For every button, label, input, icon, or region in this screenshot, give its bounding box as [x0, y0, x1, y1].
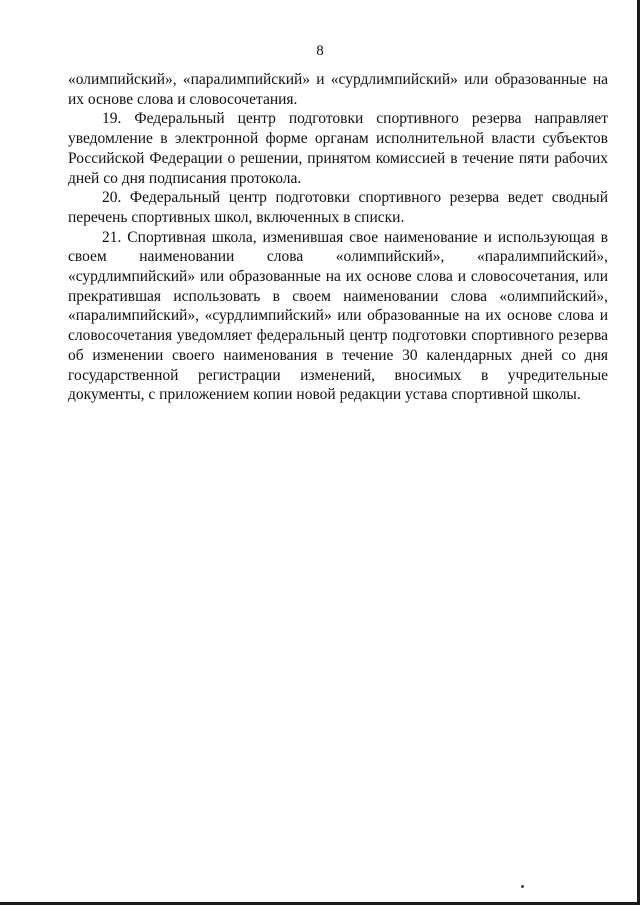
page-number: 8 [316, 43, 324, 59]
document-body [68, 70, 608, 405]
paragraph-21: 21. Спортивная школа, изменившая свое наименование и использующая в своем наименовании слова «олимпийский», «паралимпийский», «сурдлимпийский» или образованные на их основе слова и словосочетания, или прекратившая использовать в своем наименовании слова «олимпийский», «паралимпийский», «сурдлимпийский» или образованные на их основе слова и словосочетания уведомляет федеральный центр подготовки спортивного резерва об изменении своего наименования в течение 30 календарных дней со дня государственной регистрации изменений, вносимых в учредительные документы, с приложением копии новой редакции устава спортивной школы. [68, 228, 608, 404]
paragraph-continuation: «олимпийский», «паралимпийский» и «сурдлимпийский» или образованные на их основе слова и словосочетания. [68, 71, 608, 108]
paragraph-20: 20. Федеральный центр подготовки спортивного резерва ведет сводный перечень спортивных школ, включенных в списки. [68, 189, 608, 226]
scan-speck [521, 885, 524, 888]
paragraph-19: 19. Федеральный центр подготовки спортивного резерва направляет уведомление в электронной форме органам исполнительной власти субъектов Российской Федерации о решении, принятом комиссией в течение пяти рабочих дней со дня подписания протокола. [68, 110, 608, 187]
